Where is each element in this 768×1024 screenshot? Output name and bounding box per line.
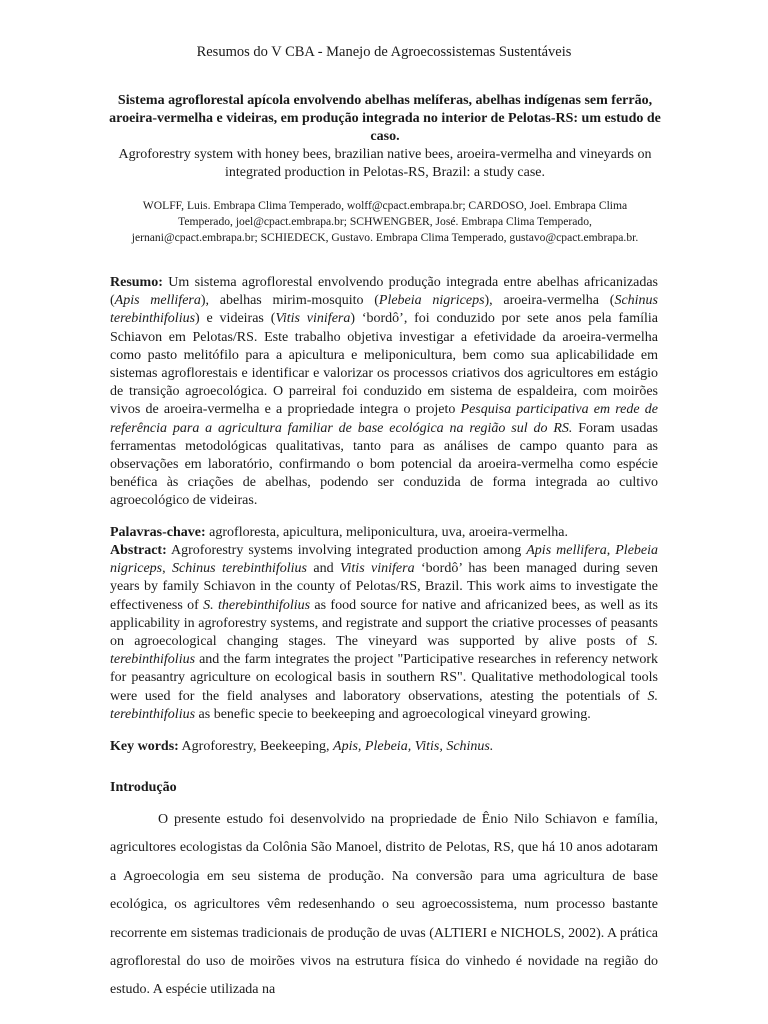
abstract-text: as food source for native and africanized bees, as well as its applicability in agroforestry systems, and registrate and support the criative processes of peasants on agroecological changing stages. The vineyard was supported by alive posts of [110, 597, 658, 650]
abstract-paragraph [110, 542, 658, 724]
key-words-line [110, 738, 658, 756]
resumo-paragraph [110, 274, 658, 511]
resumo-text: Foram usadas ferramentas metodológicas qualitativas, tanto para as análises de campo quanto para as observações em laboratório, confirmando o bom potencial da aroeira-vermelha como espécie benéfica às criações de abelhas, podendo ser conduzida de forma integrada ao cultivo agroecológico de videiras. [110, 420, 658, 509]
title-english: Agroforestry system with honey bees, brazilian native bees, aroeira-vermelha and vineyards on integrated production in Pelotas-RS, Brazil: a study case. [118, 147, 652, 180]
project-title: Pesquisa participativa em rede de referência para a agricultura familiar de base ecológica na região sul do RS. [110, 402, 658, 436]
abstract-text: as benefic specie to beekeeping and agroecological vineyard growing. [195, 706, 591, 722]
key-words-label: Key words: [110, 739, 179, 754]
abstract-text: ‘bordô’ has been managed during seven years by family Schiavon in the county of Pelotas/RS, Brazil. This work aims to investigate the effectiveness of [110, 561, 658, 613]
palavras-chave-text: agrofloresta, apicultura, meliponicultura, uva, aroeira-vermelha. [205, 525, 568, 540]
running-header: Resumos do V CBA - Manejo de Agroecossistemas Sustentáveis [196, 44, 572, 60]
key-words-genera: Apis, Plebeia, Vitis, Schinus. [333, 739, 494, 754]
authors-affiliations: WOLFF, Luis. Embrapa Clima Temperado, wolff@cpact.embrapa.br; CARDOSO, Joel. Embrapa Clima Temperado, joel@cpact.embrapa.br; SCHWENGBER, José. Embrapa Clima Temperado, jernani@cpact.embrapa.br; SCHIEDECK, Gustavo. Embrapa Clima Temperado, gustavo@cpact.embrapa.br. [131, 199, 639, 244]
section-heading-introducao: Introdução [110, 780, 177, 795]
species-name: S. terebinthifolius [110, 688, 658, 722]
abstract-text: and the farm integrates the project "Participative researches in referency network for peasantry agriculture on ecological basis in southern RS". Qualitative methodological tools were used for the field analyses and laboratory observations, atesting the potentials of [110, 652, 658, 704]
resumo-text: Um sistema agroflorestal envolvendo produção integrada entre abelhas africanizadas ( [110, 275, 658, 309]
introduction-paragraph: O presente estudo foi desenvolvido na propriedade de Ênio Nilo Schiavon e família, agricultores ecologistas da Colônia São Manoel, distrito de Pelotas, RS, que há 10 anos adotaram a Agroecologia em seu sistema de produção. Na conversão para uma agricultura de base ecológica, os agricultores vêm redesenhando o seu agroecossistema, num processo bastante recorrente em sistemas tradicionais de produção de uvas (ALTIERI e NICHOLS, 2002). A prática agroflorestal do uso de moirões vivos na estrutura física do vinhedo é novidade na região do estudo. A espécie utilizada na [110, 812, 658, 998]
key-words-text: Agroforestry, Beekeeping, [178, 739, 334, 754]
species-name: Schinus terebinthifolius [110, 293, 658, 327]
species-name: Apis mellifera [526, 543, 607, 558]
abstract-text: , [606, 543, 616, 558]
species-name: Schinus terebinthifolius [172, 561, 307, 577]
species-name: Plebeia nigriceps [110, 543, 659, 577]
palavras-chave-line [110, 524, 658, 542]
title-portuguese: Sistema agroflorestal apícola envolvendo abelhas melíferas, abelhas indígenas sem ferrão, aroeira-vermelha e videiras, em produção integrada no interior de Pelotas-RS: um estudo de caso. [109, 93, 661, 144]
abstract-text: and [307, 561, 341, 577]
species-name: Vitis vinifera [340, 561, 415, 577]
resumo-label: Resumo: [110, 275, 163, 290]
abstract-label: Abstract: [110, 543, 167, 558]
resumo-text: ) e videiras ( [195, 311, 276, 327]
resumo-text: ), aroeira-vermelha ( [484, 293, 615, 309]
resumo-text: ) ‘bordô’, foi conduzido por sete anos pela família Schiavon em Pelotas/RS. Este trabalho objetiva investigar a efetividade da aroeira-vermelha como pasto melitófilo para a apicultura e meliponicultura, bem como sua aplicabilidade em sistemas agroflorestais e identificar e valorizar os processos criativos dos agricultores em estágio de transição agroecológica. O parreiral foi conduzido em sistema de espaldeira, com moirões vivos de aroeira-vermelha e a propriedade integra o projeto [110, 311, 658, 418]
resumo-text: ), abelhas mirim-mosquito ( [200, 293, 379, 309]
species-name: S. terebinthifolius [110, 634, 658, 668]
palavras-chave-label: Palavras-chave: [110, 525, 206, 540]
species-name: Apis mellifera [114, 293, 201, 309]
species-name: S. therebinthifolius [203, 597, 311, 613]
abstract-text: Agroforestry systems involving integrated production among [166, 543, 527, 558]
species-name: Plebeia nigriceps [378, 293, 485, 309]
abstract-text: , [162, 561, 173, 577]
species-name: Vitis vinifera [275, 311, 351, 327]
